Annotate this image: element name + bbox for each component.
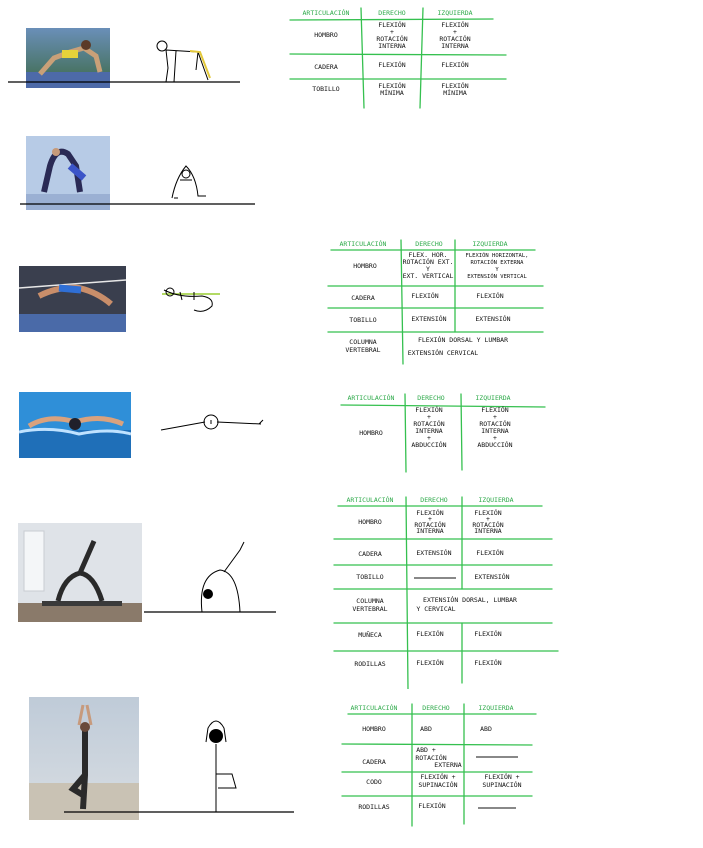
header-right: DERECHO xyxy=(422,704,450,712)
cell-left: FLEXIÓN xyxy=(476,292,504,300)
swimmer-photo-art xyxy=(19,392,131,458)
cell-right: FLEXIÓN + xyxy=(420,773,456,781)
cell-right: + xyxy=(428,515,432,523)
photo-high-jumper xyxy=(19,266,126,332)
cell-joint: TOBILLO xyxy=(349,316,377,324)
cell-left: FLEXIÓN xyxy=(476,549,504,557)
cell-right: EXT. VERTICAL xyxy=(402,272,454,280)
table-tree-pose xyxy=(336,700,546,830)
header-joint: ARTICULACIÓN xyxy=(302,9,350,17)
header-right: DERECHO xyxy=(420,496,448,504)
header-left: IZQUIERDA xyxy=(472,240,508,248)
cell-right: FLEXIÓN xyxy=(418,802,446,810)
high-jumper-photo-art xyxy=(19,266,126,332)
yoga-wheel-photo-art xyxy=(18,523,142,622)
cell-left: INTERNA xyxy=(441,42,469,50)
cell-left: FLEXIÓN xyxy=(481,406,509,414)
table-yoga-wheel xyxy=(330,493,560,689)
cell-left: + xyxy=(486,515,490,523)
header-left: IZQUIERDA xyxy=(437,9,473,17)
cell-left: FLEXIÓN xyxy=(474,659,502,667)
cell-joint: CADERA xyxy=(314,63,338,71)
sketch-gymnast xyxy=(0,150,260,210)
header-right: DERECHO xyxy=(417,394,445,402)
header-right: DERECHO xyxy=(378,9,406,17)
cell-right: EXTENSIÓN xyxy=(411,315,447,323)
sketch-yoga-wheel xyxy=(140,536,280,616)
cell-right: ABD + xyxy=(416,746,436,754)
cell-right: ABDUCCIÓN xyxy=(411,441,447,449)
header-left: IZQUIERDA xyxy=(475,394,511,402)
cell-right: ROTACIÓN EXT. xyxy=(402,258,454,266)
cell-left: EXTENSIÓN xyxy=(475,315,511,323)
cell-left: FLEXIÓN xyxy=(474,509,502,517)
table-high-jumper xyxy=(325,236,550,368)
cell-right: FLEXIÓN xyxy=(378,21,406,29)
cell-left: + xyxy=(493,434,497,442)
cell-left: INTERNA xyxy=(481,427,509,435)
cell-right: ABD xyxy=(420,725,432,733)
cell-right: Y xyxy=(426,265,430,273)
cell-right: + xyxy=(427,434,431,442)
photo-yoga-wheel xyxy=(18,523,142,622)
cell-right: ROTACIÓN xyxy=(376,35,408,43)
cell-joint: COLUMNA xyxy=(349,338,377,346)
cell-right: FLEXIÓN xyxy=(416,630,444,638)
header-joint: ARTICULACIÓN xyxy=(350,704,398,712)
cell-joint: CADERA xyxy=(362,758,386,766)
cell-left: ROTACIÓN xyxy=(439,35,471,43)
cell-right: + xyxy=(390,28,394,36)
cell-right: FLEXIÓN xyxy=(416,509,444,517)
cell-left: ABD xyxy=(480,725,492,733)
cell-right: FLEXIÓN xyxy=(378,82,406,90)
header-left: IZQUIERDA xyxy=(478,704,514,712)
cell-left: FLEXIÓN xyxy=(441,61,469,69)
cell-right: FLEXIÓN xyxy=(411,292,439,300)
cell-left: FLEXIÓN xyxy=(474,630,502,638)
cell-left: + xyxy=(453,28,457,36)
cell-joint: COLUMNA xyxy=(356,597,384,605)
cell-joint: MUÑECA xyxy=(358,631,382,639)
table-swimmer xyxy=(333,390,548,474)
cell-right: ROTACIÓN xyxy=(413,420,445,428)
cell-joint: TOBILLO xyxy=(312,85,340,93)
cell-span: Y CERVICAL xyxy=(416,605,456,613)
header-joint: ARTICULACIÓN xyxy=(346,496,394,504)
cell-left: Y xyxy=(495,267,499,273)
cell-joint: HOMBRO xyxy=(353,262,377,270)
cell-left: SUPINACIÓN xyxy=(482,781,522,789)
header-right: DERECHO xyxy=(415,240,443,248)
cell-joint: HOMBRO xyxy=(358,518,382,526)
cell-left: ROTACIÓN xyxy=(472,521,504,529)
cell-right: INTERNA xyxy=(378,42,406,50)
cell-joint: CADERA xyxy=(351,294,375,302)
cell-joint: TOBILLO xyxy=(356,573,384,581)
cell-left: FLEXIÓN + xyxy=(484,773,520,781)
cell-right: INTERNA xyxy=(416,527,444,535)
cell-left: ROTACIÓN EXTERNA xyxy=(470,260,524,266)
cell-left: FLEXIÓN xyxy=(441,21,469,29)
cell-joint: CODO xyxy=(366,778,382,786)
cell-span: FLEXIÓN DORSAL Y LUMBAR xyxy=(417,336,509,344)
cell-right: MÍNIMA xyxy=(380,89,404,97)
cell-left: ROTACIÓN xyxy=(479,420,511,428)
sketch-tree-pose xyxy=(60,712,300,816)
cell-left: + xyxy=(493,413,497,421)
sketch-swimmer xyxy=(155,408,270,438)
cell-left: MÍNIMA xyxy=(443,89,467,97)
cell-left: FLEXIÓN HORIZONTAL, xyxy=(465,253,529,259)
cell-right: + xyxy=(427,413,431,421)
cell-right: FLEX. HOR. xyxy=(408,251,448,259)
cell-span: EXTENSIÓN CERVICAL xyxy=(407,349,479,357)
cell-joint: RODILLAS xyxy=(354,660,386,668)
cell-right: FLEXIÓN xyxy=(378,61,406,69)
sketch-sprinter xyxy=(0,30,250,90)
cell-joint: HOMBRO xyxy=(359,429,383,437)
cell-joint: RODILLAS xyxy=(358,803,390,811)
cell-right: EXTERNA xyxy=(434,761,462,769)
table-sprinter xyxy=(288,4,513,110)
cell-left: INTERNA xyxy=(474,527,502,535)
cell-left: ABDUCCIÓN xyxy=(477,441,513,449)
cell-right: ROTACIÓN xyxy=(414,521,446,529)
cell-joint: VERTEBRAL xyxy=(352,605,388,613)
cell-right: FLEXIÓN xyxy=(416,659,444,667)
photo-swimmer xyxy=(19,392,131,458)
cell-right: ROTACIÓN xyxy=(415,754,447,762)
cell-right: FLEXIÓN xyxy=(415,406,443,414)
cell-right: EXTENSIÓN xyxy=(416,549,452,557)
cell-joint: HOMBRO xyxy=(314,31,338,39)
cell-right: INTERNA xyxy=(415,427,443,435)
cell-right: SUPINACIÓN xyxy=(418,781,458,789)
cell-joint: HOMBRO xyxy=(362,725,386,733)
header-joint: ARTICULACIÓN xyxy=(347,394,395,402)
cell-joint: VERTEBRAL xyxy=(345,346,381,354)
header-left: IZQUIERDA xyxy=(478,496,514,504)
cell-span: EXTENSIÓN DORSAL, LUMBAR xyxy=(423,596,517,604)
cell-left: EXTENSIÓN VERTICAL xyxy=(467,274,527,280)
cell-joint: CADERA xyxy=(358,550,382,558)
sketch-high-jumper xyxy=(150,280,240,320)
cell-left: FLEXIÓN xyxy=(441,82,469,90)
cell-left: EXTENSIÓN xyxy=(474,573,510,581)
header-joint: ARTICULACIÓN xyxy=(339,240,387,248)
